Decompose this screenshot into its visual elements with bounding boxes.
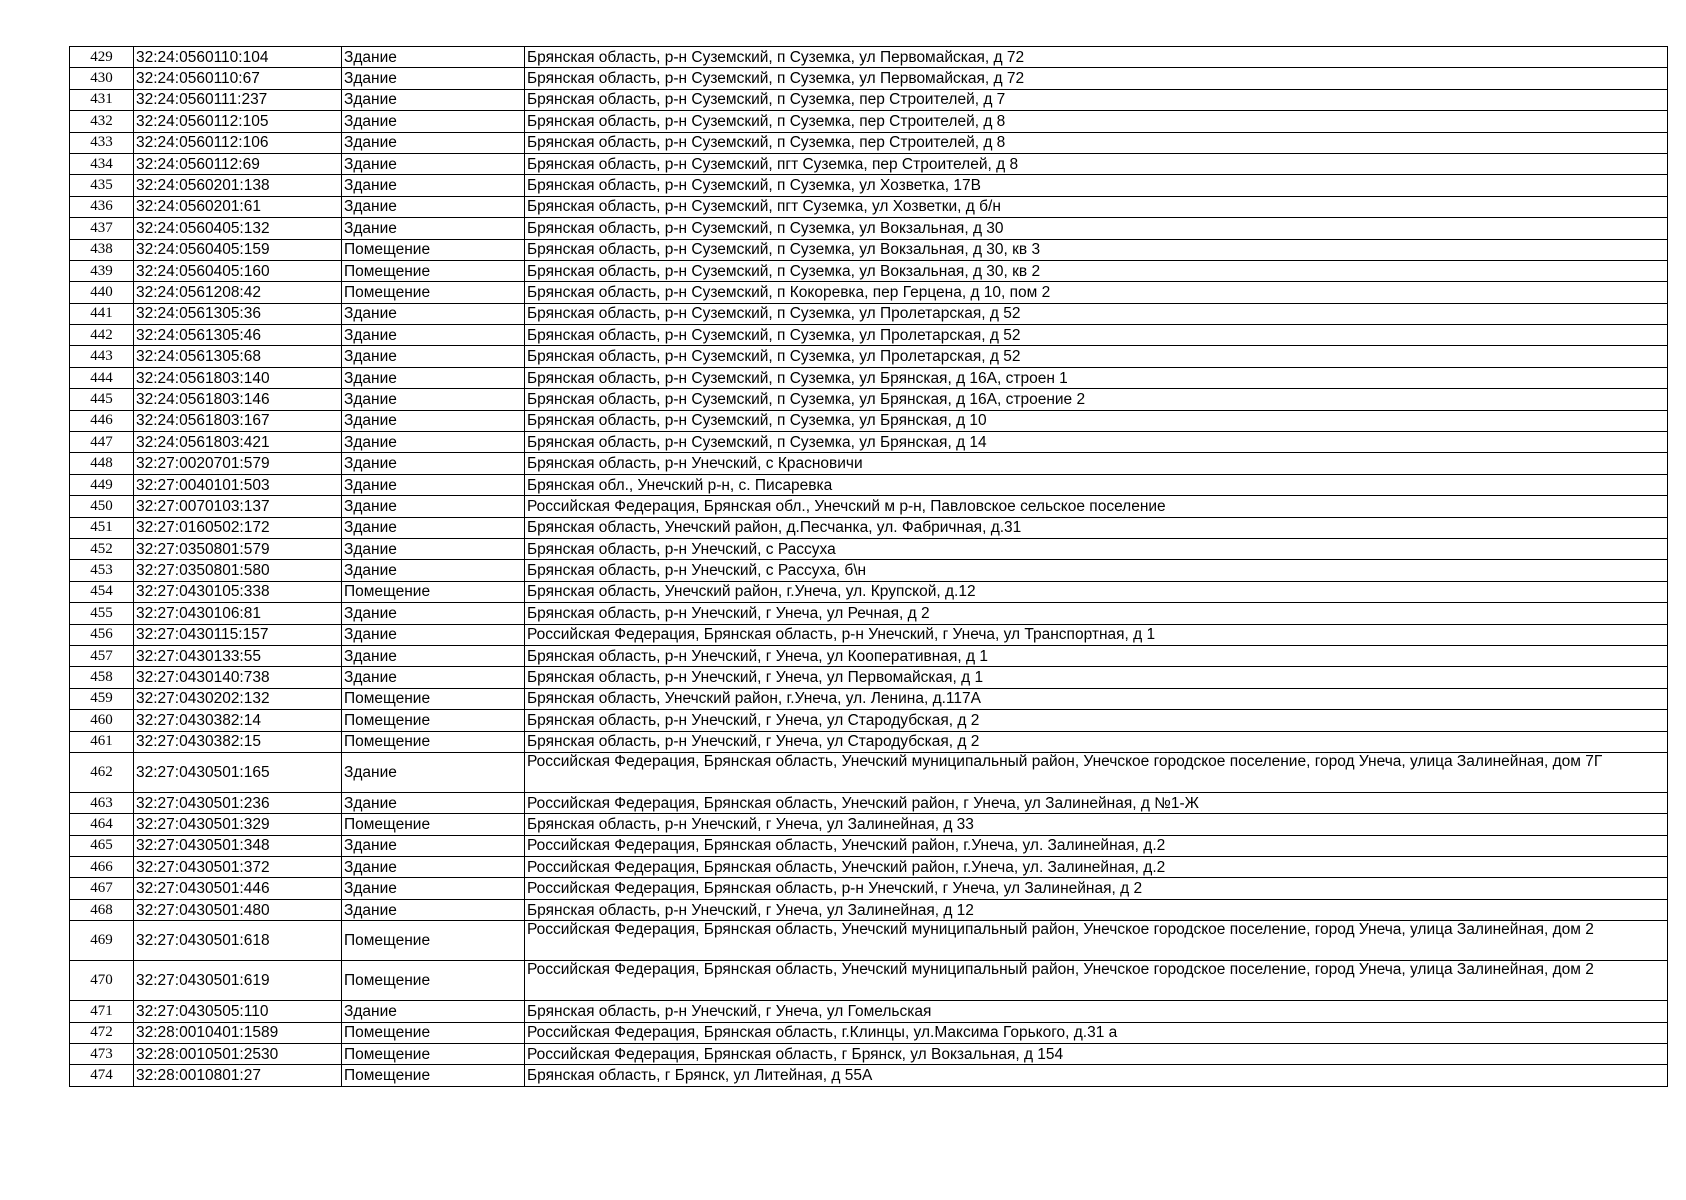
row-number-cell: 442 bbox=[70, 325, 134, 346]
table-row bbox=[70, 814, 1668, 835]
row-number-cell: 454 bbox=[70, 581, 134, 602]
row-number-cell: 446 bbox=[70, 410, 134, 431]
row-number-cell: 430 bbox=[70, 68, 134, 89]
object-type-cell: Здание bbox=[342, 47, 525, 68]
row-number-cell: 456 bbox=[70, 624, 134, 645]
table-row bbox=[70, 603, 1668, 624]
address-cell: Брянская область, Унечский район, г.Унеча, ул. Ленина, д.117А bbox=[525, 688, 1668, 709]
table-row bbox=[70, 496, 1668, 517]
table-row bbox=[70, 624, 1668, 645]
cadastral-number-cell: 32:24:0561803:167 bbox=[134, 410, 342, 431]
row-number-cell: 450 bbox=[70, 496, 134, 517]
object-type-cell: Здание bbox=[342, 645, 525, 666]
address-cell: Брянская область, г Брянск, ул Литейная, д 55А bbox=[525, 1065, 1668, 1086]
cadastral-number-cell: 32:27:0430501:329 bbox=[134, 814, 342, 835]
object-type-cell: Здание bbox=[342, 453, 525, 474]
object-type-cell: Помещение bbox=[342, 581, 525, 602]
cadastral-number-cell: 32:27:0430501:165 bbox=[134, 752, 342, 792]
object-type-cell: Здание bbox=[342, 389, 525, 410]
table-row bbox=[70, 1044, 1668, 1065]
row-number-cell: 432 bbox=[70, 111, 134, 132]
object-type-cell: Здание bbox=[342, 68, 525, 89]
table-row bbox=[70, 432, 1668, 453]
address-cell: Российская Федерация, Брянская область, Унечский район, г Унеча, ул Залинейная, д №1-Ж bbox=[525, 792, 1668, 813]
address-cell: Брянская область, р-н Суземский, п Суземка, ул Брянская, д 16А, строение 2 bbox=[525, 389, 1668, 410]
object-type-cell: Здание bbox=[342, 153, 525, 174]
cadastral-number-cell: 32:24:0561803:146 bbox=[134, 389, 342, 410]
object-type-cell: Здание bbox=[342, 560, 525, 581]
object-type-cell: Здание bbox=[342, 196, 525, 217]
address-cell: Российская Федерация, Брянская область, Унечский муниципальный район, Унечское городское поселение, город Унеча, улица Залинейная, дом 2 bbox=[525, 961, 1668, 1001]
row-number-cell: 468 bbox=[70, 899, 134, 920]
row-number-cell: 469 bbox=[70, 921, 134, 961]
cadastral-number-cell: 32:24:0561305:46 bbox=[134, 325, 342, 346]
row-number-cell: 453 bbox=[70, 560, 134, 581]
address-cell: Российская Федерация, Брянская область, р-н Унечский, г Унеча, ул Залинейная, д 2 bbox=[525, 878, 1668, 899]
object-type-cell: Здание bbox=[342, 474, 525, 495]
object-type-cell: Здание bbox=[342, 752, 525, 792]
cadastral-number-cell: 32:24:0561305:68 bbox=[134, 346, 342, 367]
table-row bbox=[70, 667, 1668, 688]
address-cell: Брянская область, р-н Унечский, г Унеча, ул Кооперативная, д 1 bbox=[525, 645, 1668, 666]
row-number-cell: 462 bbox=[70, 752, 134, 792]
row-number-cell: 470 bbox=[70, 961, 134, 1001]
address-cell: Брянская область, р-н Суземский, п Суземка, ул Вокзальная, д 30, кв 2 bbox=[525, 260, 1668, 281]
row-number-cell: 448 bbox=[70, 453, 134, 474]
object-type-cell: Здание bbox=[342, 538, 525, 559]
row-number-cell: 433 bbox=[70, 132, 134, 153]
object-type-cell: Здание bbox=[342, 303, 525, 324]
cadastral-number-cell: 32:27:0160502:172 bbox=[134, 517, 342, 538]
row-number-cell: 439 bbox=[70, 260, 134, 281]
object-type-cell: Помещение bbox=[342, 688, 525, 709]
row-number-cell: 455 bbox=[70, 603, 134, 624]
address-cell: Российская Федерация, Брянская обл., Унечский м р-н, Павловское сельское поселение bbox=[525, 496, 1668, 517]
cadastral-number-cell: 32:27:0430202:132 bbox=[134, 688, 342, 709]
table-body bbox=[70, 47, 1668, 1087]
row-number-cell: 436 bbox=[70, 196, 134, 217]
address-cell: Брянская область, р-н Унечский, г Унеча, ул Залинейная, д 12 bbox=[525, 899, 1668, 920]
row-number-cell: 474 bbox=[70, 1065, 134, 1086]
row-number-cell: 431 bbox=[70, 89, 134, 110]
address-cell: Российская Федерация, Брянская область, р-н Унечский, г Унеча, ул Транспортная, д 1 bbox=[525, 624, 1668, 645]
table-row bbox=[70, 517, 1668, 538]
table-row bbox=[70, 792, 1668, 813]
cadastral-number-cell: 32:24:0560201:138 bbox=[134, 175, 342, 196]
row-number-cell: 460 bbox=[70, 710, 134, 731]
row-number-cell: 438 bbox=[70, 239, 134, 260]
address-cell: Брянская область, р-н Суземский, п Суземка, ул Пролетарская, д 52 bbox=[525, 303, 1668, 324]
object-type-cell: Здание bbox=[342, 111, 525, 132]
cadastral-number-cell: 32:24:0560110:67 bbox=[134, 68, 342, 89]
object-type-cell: Здание bbox=[342, 667, 525, 688]
object-type-cell: Помещение bbox=[342, 1022, 525, 1043]
table-row bbox=[70, 303, 1668, 324]
address-cell: Брянская область, р-н Суземский, п Суземка, ул Хозветка, 17В bbox=[525, 175, 1668, 196]
cadastral-number-cell: 32:24:0561305:36 bbox=[134, 303, 342, 324]
cadastral-number-cell: 32:27:0040101:503 bbox=[134, 474, 342, 495]
table-row bbox=[70, 752, 1668, 792]
object-type-cell: Здание bbox=[342, 878, 525, 899]
cadastral-number-cell: 32:27:0430501:372 bbox=[134, 857, 342, 878]
address-cell: Брянская область, р-н Суземский, п Суземка, ул Вокзальная, д 30, кв 3 bbox=[525, 239, 1668, 260]
table-row bbox=[70, 645, 1668, 666]
object-type-cell: Помещение bbox=[342, 1044, 525, 1065]
row-number-cell: 463 bbox=[70, 792, 134, 813]
table-row bbox=[70, 961, 1668, 1001]
address-cell: Брянская область, р-н Суземский, п Суземка, ул Первомайская, д 72 bbox=[525, 68, 1668, 89]
cadastral-number-cell: 32:27:0350801:579 bbox=[134, 538, 342, 559]
address-cell: Брянская область, р-н Суземский, п Суземка, пер Строителей, д 8 bbox=[525, 132, 1668, 153]
cadastral-number-cell: 32:27:0430133:55 bbox=[134, 645, 342, 666]
address-cell: Брянская область, р-н Суземский, п Суземка, ул Пролетарская, д 52 bbox=[525, 325, 1668, 346]
table-row bbox=[70, 688, 1668, 709]
row-number-cell: 471 bbox=[70, 1001, 134, 1022]
cadastral-number-cell: 32:24:0560110:104 bbox=[134, 47, 342, 68]
row-number-cell: 435 bbox=[70, 175, 134, 196]
row-number-cell: 429 bbox=[70, 47, 134, 68]
table-row bbox=[70, 878, 1668, 899]
address-cell: Брянская область, р-н Суземский, пгт Суземка, ул Хозветки, д б/н bbox=[525, 196, 1668, 217]
row-number-cell: 465 bbox=[70, 835, 134, 856]
cadastral-number-cell: 32:27:0430140:738 bbox=[134, 667, 342, 688]
address-cell: Брянская область, р-н Суземский, п Суземка, ул Первомайская, д 72 bbox=[525, 47, 1668, 68]
table-row bbox=[70, 68, 1668, 89]
address-cell: Брянская область, р-н Суземский, п Кокоревка, пер Герцена, д 10, пом 2 bbox=[525, 282, 1668, 303]
object-type-cell: Здание bbox=[342, 89, 525, 110]
cadastral-number-cell: 32:27:0430501:348 bbox=[134, 835, 342, 856]
address-cell: Брянская область, р-н Унечский, г Унеча, ул Стародубская, д 2 bbox=[525, 710, 1668, 731]
table-row bbox=[70, 260, 1668, 281]
cadastral-number-cell: 32:24:0560112:106 bbox=[134, 132, 342, 153]
cadastral-number-cell: 32:24:0560111:237 bbox=[134, 89, 342, 110]
address-cell: Российская Федерация, Брянская область, Унечский муниципальный район, Унечское городское поселение, город Унеча, улица Залинейная, дом 7Г bbox=[525, 752, 1668, 792]
address-cell: Российская Федерация, Брянская область, Унечский район, г.Унеча, ул. Залинейная, д.2 bbox=[525, 835, 1668, 856]
row-number-cell: 466 bbox=[70, 857, 134, 878]
row-number-cell: 452 bbox=[70, 538, 134, 559]
address-cell: Брянская область, р-н Суземский, п Суземка, ул Вокзальная, д 30 bbox=[525, 218, 1668, 239]
object-type-cell: Помещение bbox=[342, 282, 525, 303]
object-type-cell: Здание bbox=[342, 899, 525, 920]
object-type-cell: Помещение bbox=[342, 961, 525, 1001]
table-row bbox=[70, 581, 1668, 602]
object-type-cell: Здание bbox=[342, 517, 525, 538]
row-number-cell: 461 bbox=[70, 731, 134, 752]
cadastral-number-cell: 32:24:0560201:61 bbox=[134, 196, 342, 217]
object-type-cell: Здание bbox=[342, 792, 525, 813]
address-cell: Российская Федерация, Брянская область, Унечский муниципальный район, Унечское городское поселение, город Унеча, улица Залинейная, дом 2 bbox=[525, 921, 1668, 961]
object-type-cell: Помещение bbox=[342, 710, 525, 731]
object-type-cell: Здание bbox=[342, 835, 525, 856]
address-cell: Брянская область, р-н Суземский, п Суземка, ул Брянская, д 14 bbox=[525, 432, 1668, 453]
object-type-cell: Помещение bbox=[342, 731, 525, 752]
cadastral-number-cell: 32:28:0010501:2530 bbox=[134, 1044, 342, 1065]
cadastral-number-cell: 32:27:0430106:81 bbox=[134, 603, 342, 624]
table-row bbox=[70, 239, 1668, 260]
row-number-cell: 441 bbox=[70, 303, 134, 324]
cadastral-number-cell: 32:27:0430382:14 bbox=[134, 710, 342, 731]
table-row bbox=[70, 367, 1668, 388]
document-page bbox=[69, 46, 1667, 1087]
table-row bbox=[70, 538, 1668, 559]
address-cell: Брянская область, р-н Унечский, г Унеча, ул Гомельская bbox=[525, 1001, 1668, 1022]
cadastral-number-cell: 32:27:0430382:15 bbox=[134, 731, 342, 752]
object-type-cell: Здание bbox=[342, 325, 525, 346]
table-row bbox=[70, 474, 1668, 495]
cadastral-number-cell: 32:27:0350801:580 bbox=[134, 560, 342, 581]
table-row bbox=[70, 282, 1668, 303]
address-cell: Брянская область, р-н Унечский, с Красновичи bbox=[525, 453, 1668, 474]
object-type-cell: Здание bbox=[342, 346, 525, 367]
table-row bbox=[70, 857, 1668, 878]
cadastral-number-cell: 32:27:0430501:480 bbox=[134, 899, 342, 920]
table-row bbox=[70, 196, 1668, 217]
address-cell: Брянская область, р-н Унечский, с Рассуха, б\н bbox=[525, 560, 1668, 581]
table-row bbox=[70, 389, 1668, 410]
address-cell: Брянская область, р-н Унечский, г Унеча, ул Речная, д 2 bbox=[525, 603, 1668, 624]
table-row bbox=[70, 710, 1668, 731]
table-row bbox=[70, 175, 1668, 196]
row-number-cell: 447 bbox=[70, 432, 134, 453]
table-row bbox=[70, 111, 1668, 132]
object-type-cell: Здание bbox=[342, 432, 525, 453]
table-row bbox=[70, 453, 1668, 474]
table-row bbox=[70, 132, 1668, 153]
address-cell: Российская Федерация, Брянская область, г.Клинцы, ул.Максима Горького, д.31 а bbox=[525, 1022, 1668, 1043]
table-row bbox=[70, 560, 1668, 581]
address-cell: Российская Федерация, Брянская область, Унечский район, г.Унеча, ул. Залинейная, д.2 bbox=[525, 857, 1668, 878]
cadastral-number-cell: 32:27:0430501:236 bbox=[134, 792, 342, 813]
address-cell: Брянская область, р-н Унечский, г Унеча, ул Залинейная, д 33 bbox=[525, 814, 1668, 835]
cadastral-number-cell: 32:27:0430501:446 bbox=[134, 878, 342, 899]
object-type-cell: Здание bbox=[342, 624, 525, 645]
cadastral-number-cell: 32:24:0560405:160 bbox=[134, 260, 342, 281]
address-cell: Брянская область, Унечский район, д.Песчанка, ул. Фабричная, д.31 bbox=[525, 517, 1668, 538]
cadastral-number-cell: 32:28:0010401:1589 bbox=[134, 1022, 342, 1043]
object-type-cell: Здание bbox=[342, 132, 525, 153]
address-cell: Брянская область, р-н Унечский, г Унеча, ул Первомайская, д 1 bbox=[525, 667, 1668, 688]
object-type-cell: Здание bbox=[342, 410, 525, 431]
address-cell: Брянская область, р-н Суземский, п Суземка, ул Брянская, д 16А, строен 1 bbox=[525, 367, 1668, 388]
property-registry-table bbox=[69, 46, 1668, 1087]
object-type-cell: Здание bbox=[342, 496, 525, 517]
row-number-cell: 458 bbox=[70, 667, 134, 688]
table-row bbox=[70, 89, 1668, 110]
table-row bbox=[70, 410, 1668, 431]
object-type-cell: Помещение bbox=[342, 921, 525, 961]
object-type-cell: Помещение bbox=[342, 814, 525, 835]
object-type-cell: Здание bbox=[342, 218, 525, 239]
table-row bbox=[70, 899, 1668, 920]
address-cell: Брянская область, р-н Суземский, п Суземка, пер Строителей, д 7 bbox=[525, 89, 1668, 110]
row-number-cell: 434 bbox=[70, 153, 134, 174]
cadastral-number-cell: 32:27:0430501:619 bbox=[134, 961, 342, 1001]
table-row bbox=[70, 325, 1668, 346]
table-row bbox=[70, 346, 1668, 367]
address-cell: Брянская обл., Унечский р-н, с. Писаревка bbox=[525, 474, 1668, 495]
row-number-cell: 464 bbox=[70, 814, 134, 835]
address-cell: Брянская область, р-н Унечский, г Унеча, ул Стародубская, д 2 bbox=[525, 731, 1668, 752]
object-type-cell: Здание bbox=[342, 1001, 525, 1022]
cadastral-number-cell: 32:28:0010801:27 bbox=[134, 1065, 342, 1086]
row-number-cell: 459 bbox=[70, 688, 134, 709]
row-number-cell: 440 bbox=[70, 282, 134, 303]
cadastral-number-cell: 32:27:0430115:157 bbox=[134, 624, 342, 645]
row-number-cell: 472 bbox=[70, 1022, 134, 1043]
row-number-cell: 449 bbox=[70, 474, 134, 495]
cadastral-number-cell: 32:27:0020701:579 bbox=[134, 453, 342, 474]
row-number-cell: 451 bbox=[70, 517, 134, 538]
object-type-cell: Здание bbox=[342, 175, 525, 196]
cadastral-number-cell: 32:27:0430505:110 bbox=[134, 1001, 342, 1022]
cadastral-number-cell: 32:24:0560405:159 bbox=[134, 239, 342, 260]
table-row bbox=[70, 47, 1668, 68]
address-cell: Российская Федерация, Брянская область, г Брянск, ул Вокзальная, д 154 bbox=[525, 1044, 1668, 1065]
cadastral-number-cell: 32:27:0070103:137 bbox=[134, 496, 342, 517]
table-row bbox=[70, 835, 1668, 856]
object-type-cell: Помещение bbox=[342, 1065, 525, 1086]
address-cell: Брянская область, р-н Суземский, п Суземка, пер Строителей, д 8 bbox=[525, 111, 1668, 132]
cadastral-number-cell: 32:24:0561803:140 bbox=[134, 367, 342, 388]
address-cell: Брянская область, р-н Унечский, с Рассуха bbox=[525, 538, 1668, 559]
table-row bbox=[70, 1001, 1668, 1022]
row-number-cell: 467 bbox=[70, 878, 134, 899]
object-type-cell: Помещение bbox=[342, 260, 525, 281]
object-type-cell: Помещение bbox=[342, 239, 525, 260]
cadastral-number-cell: 32:27:0430501:618 bbox=[134, 921, 342, 961]
row-number-cell: 444 bbox=[70, 367, 134, 388]
table-row bbox=[70, 1022, 1668, 1043]
table-row bbox=[70, 153, 1668, 174]
cadastral-number-cell: 32:27:0430105:338 bbox=[134, 581, 342, 602]
cadastral-number-cell: 32:24:0560112:105 bbox=[134, 111, 342, 132]
object-type-cell: Здание bbox=[342, 367, 525, 388]
cadastral-number-cell: 32:24:0561803:421 bbox=[134, 432, 342, 453]
row-number-cell: 473 bbox=[70, 1044, 134, 1065]
address-cell: Брянская область, Унечский район, г.Унеча, ул. Крупской, д.12 bbox=[525, 581, 1668, 602]
row-number-cell: 457 bbox=[70, 645, 134, 666]
address-cell: Брянская область, р-н Суземский, пгт Суземка, пер Строителей, д 8 bbox=[525, 153, 1668, 174]
cadastral-number-cell: 32:24:0560405:132 bbox=[134, 218, 342, 239]
row-number-cell: 445 bbox=[70, 389, 134, 410]
address-cell: Брянская область, р-н Суземский, п Суземка, ул Пролетарская, д 52 bbox=[525, 346, 1668, 367]
object-type-cell: Здание bbox=[342, 857, 525, 878]
table-row bbox=[70, 921, 1668, 961]
row-number-cell: 437 bbox=[70, 218, 134, 239]
cadastral-number-cell: 32:24:0561208:42 bbox=[134, 282, 342, 303]
object-type-cell: Здание bbox=[342, 603, 525, 624]
table-row bbox=[70, 218, 1668, 239]
row-number-cell: 443 bbox=[70, 346, 134, 367]
address-cell: Брянская область, р-н Суземский, п Суземка, ул Брянская, д 10 bbox=[525, 410, 1668, 431]
cadastral-number-cell: 32:24:0560112:69 bbox=[134, 153, 342, 174]
table-row bbox=[70, 1065, 1668, 1086]
table-row bbox=[70, 731, 1668, 752]
